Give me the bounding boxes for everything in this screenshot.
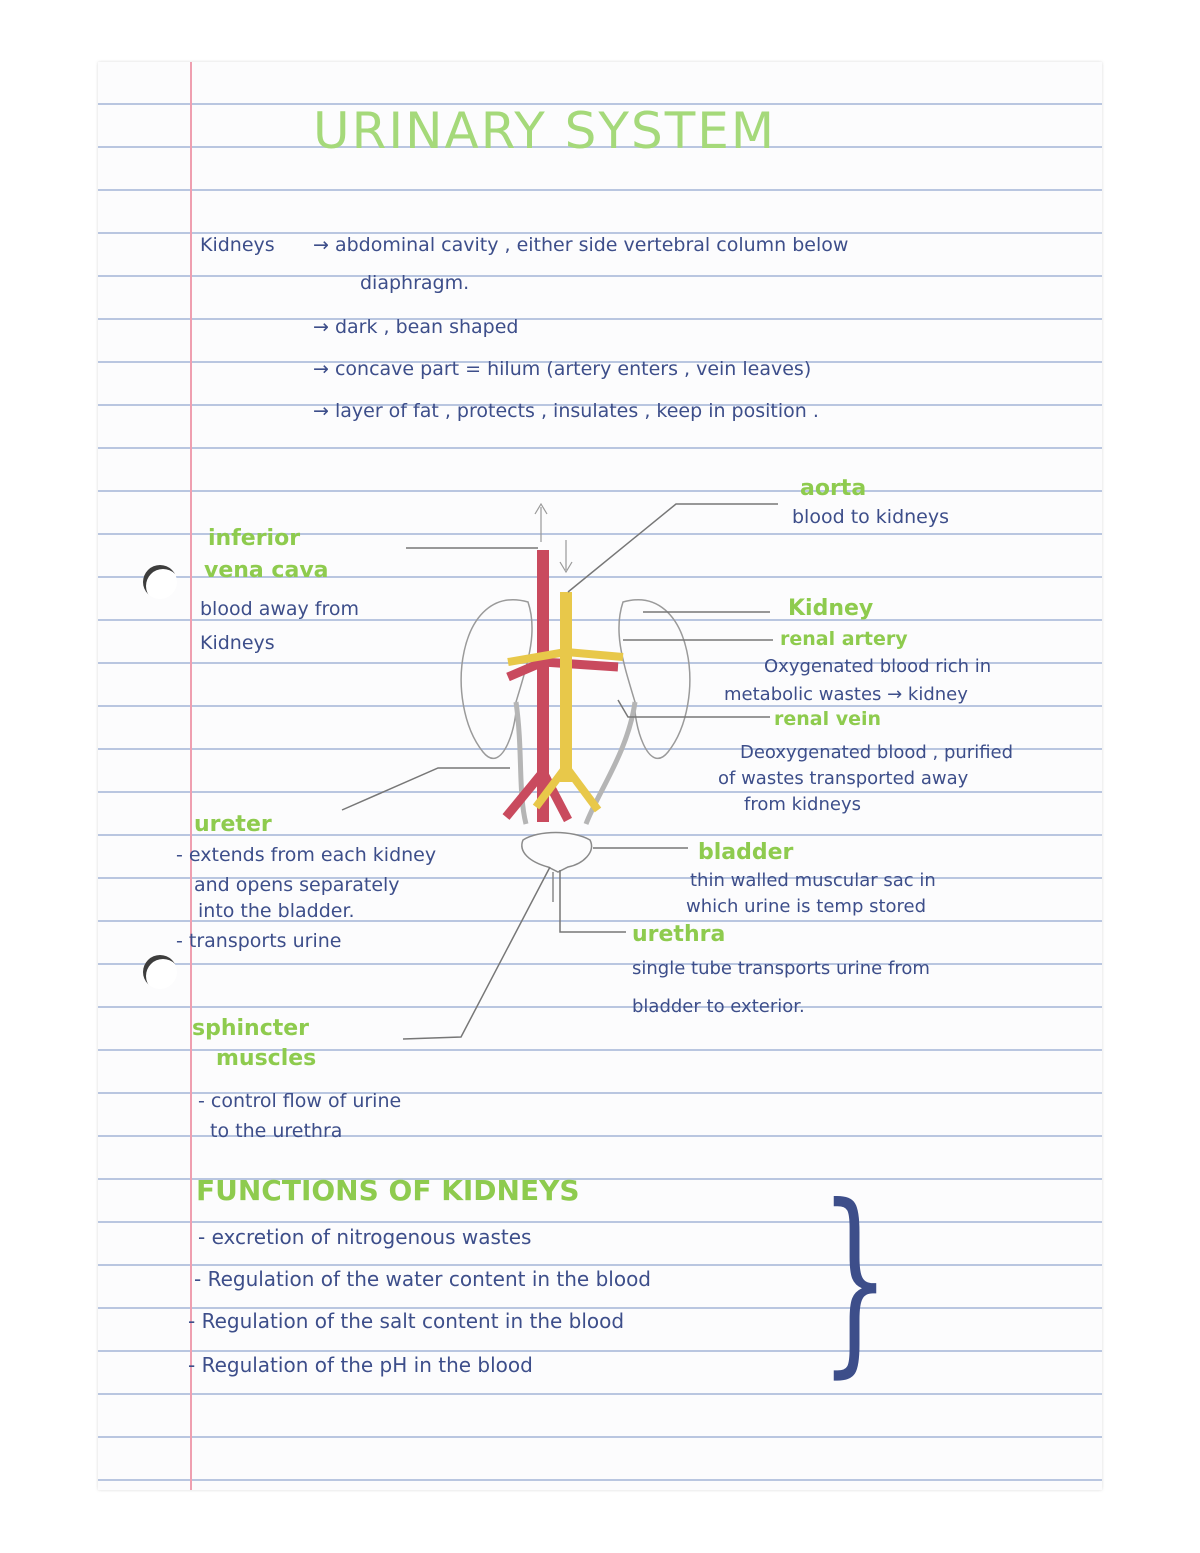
urethra-title: urethra (632, 922, 726, 947)
leader-urethra (560, 870, 626, 932)
urethra-desc-2: bladder to exterior. (632, 996, 805, 1017)
ureter-desc-4: - transports urine (176, 930, 342, 952)
kidney-title: Kidney (788, 596, 874, 621)
renal-vein-desc-1: Deoxygenated blood , purified (740, 742, 1014, 763)
renal-vein-title: renal vein (774, 708, 882, 730)
kidneys-note-5: → layer of fat , protects , insulates , keep in position . (313, 400, 819, 422)
ureter-desc-2: and opens separately (194, 874, 400, 896)
function-item-2: - Regulation of the water content in the blood (194, 1267, 652, 1291)
kidneys-note-4: → concave part = hilum (artery enters , vein leaves) (313, 358, 812, 380)
renal-vein-desc-3: from kidneys (744, 794, 861, 815)
sphincter-title-1: sphincter (192, 1016, 310, 1041)
bladder-title: bladder (698, 840, 794, 865)
renal-artery-desc-2: metabolic wastes → kidney (724, 684, 968, 705)
sphincter-desc-1: - control flow of urine (198, 1090, 402, 1112)
kidneys-note-1: → abdominal cavity , either side vertebral column below (313, 234, 849, 256)
vena-cava-title-1: inferior (208, 526, 301, 551)
bladder-shape (522, 833, 592, 873)
renal-artery-desc-1: Oxygenated blood rich in (764, 656, 992, 677)
bladder-desc-2: which urine is temp stored (686, 896, 927, 917)
ureter-desc-3: into the bladder. (198, 900, 355, 922)
kidneys-label: Kidneys (200, 234, 275, 256)
vena-cava-desc-1: blood away from (200, 598, 360, 620)
vena-cava-title-2: vena cava (204, 558, 329, 583)
function-item-3: - Regulation of the salt content in the blood (188, 1309, 625, 1333)
ureter-desc-1: - extends from each kidney (176, 844, 437, 866)
kidneys-note-2: diaphragm. (360, 272, 470, 294)
function-item-4: - Regulation of the pH in the blood (188, 1353, 533, 1377)
aorta-title: aorta (800, 476, 867, 501)
sphincter-title-2: muscles (216, 1046, 317, 1071)
aorta-desc: blood to kidneys (792, 506, 950, 528)
function-item-1: - excretion of nitrogenous wastes (198, 1225, 532, 1249)
bladder-desc-1: thin walled muscular sac in (690, 870, 936, 891)
right-renal-vein (543, 662, 618, 667)
leader-ureter (342, 768, 510, 810)
right-renal-artery (566, 652, 623, 657)
renal-vein-desc-2: of wastes transported away (718, 768, 969, 789)
curly-brace: } (820, 1163, 890, 1396)
sphincter-desc-2: to the urethra (210, 1120, 343, 1142)
page-title: URINARY SYSTEM (313, 102, 776, 160)
functions-heading: FUNCTIONS OF KIDNEYS (196, 1174, 580, 1207)
kidneys-note-3: → dark , bean shaped (313, 316, 519, 338)
ureter-title: ureter (194, 812, 272, 837)
leader-aorta (568, 504, 778, 592)
leader-sphincter (403, 867, 550, 1039)
notebook-page (98, 62, 1102, 1490)
vena-cava-desc-2: Kidneys (200, 632, 275, 654)
right-iliac-artery (566, 767, 598, 810)
renal-artery-title: renal artery (780, 628, 908, 650)
urethra-desc-1: single tube transports urine from (632, 958, 930, 979)
